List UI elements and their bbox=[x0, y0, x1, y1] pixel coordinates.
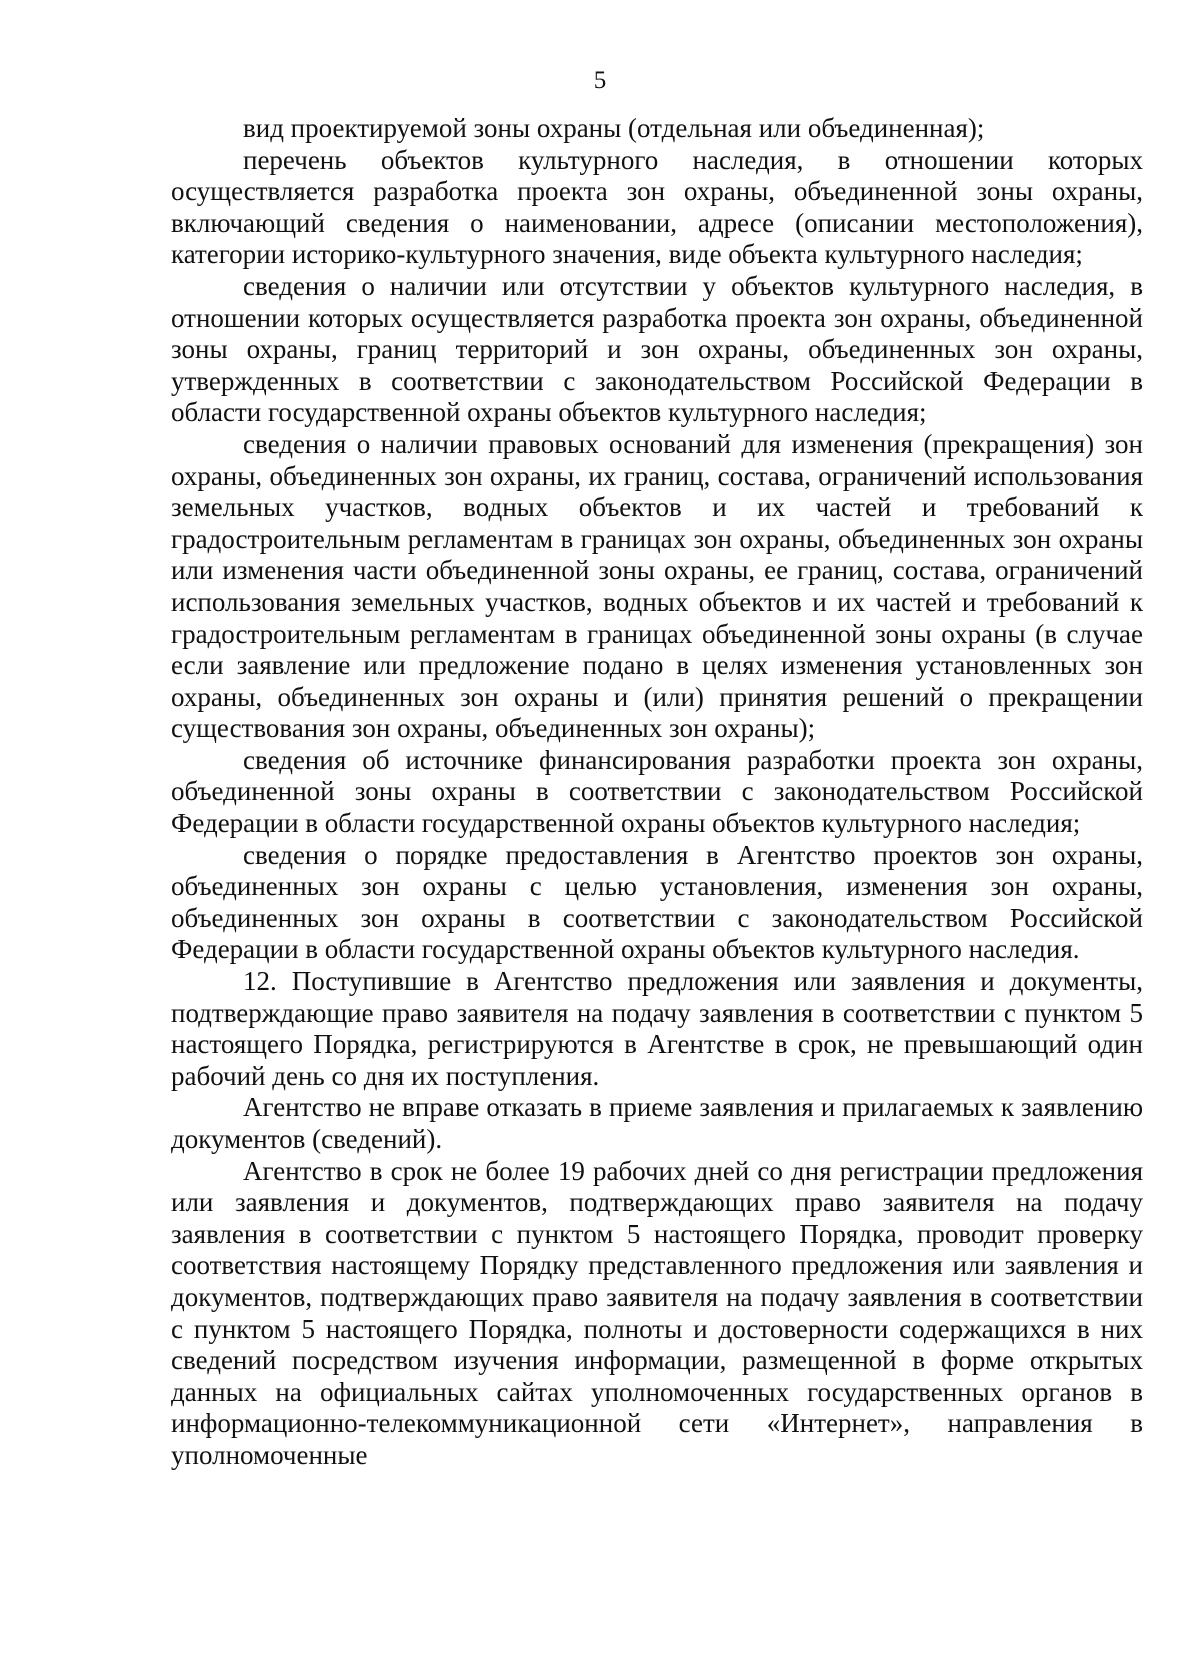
paragraph-funding-source: сведения об источнике финансирования разработки проекта зон охраны, объединенной зоны охраны в соответствии с законодательством Российской Федерации в области государственной охраны объектов культурного наследия; bbox=[171, 744, 1143, 839]
paragraph-heritage-list: перечень объектов культурного наследия, в отношении которых осуществляется разработка проекта зон охраны, объединенной зоны охраны, включающий сведения о наименовании, адресе (описании местоположения), категории историко-культурного значения, виде объекта культурного наследия; bbox=[171, 144, 1143, 270]
paragraph-verification: Агентство в срок не более 19 рабочих дней со дня регистрации предложения или заявления и документов, подтверждающих право заявителя на подачу заявления в соответствии с пунктом 5 настоящего Порядка, проводит проверку соответствия настоящему Порядку представленного предложения или заявления и документов, подтверждающих право заявителя на подачу заявления в соответствии с пунктом 5 настоящего Порядка, полноты и достоверности содержащихся в них сведений посредством изучения информации, размещенной в форме открытых данных на официальных сайтах уполномоченных государственных органов в информационно-телекоммуникационной сети «Интернет», направления в уполномоченные bbox=[171, 1155, 1143, 1470]
page-number: 5 bbox=[593, 67, 607, 94]
paragraph-legal-grounds: сведения о наличии правовых оснований для изменения (прекращения) зон охраны, объединенных зон охраны, их границ, состава, ограничений использования земельных участков, водных объектов и их частей и требований к градостроительным регламентам в границах зон охраны, объединенных зон охраны или изменения части объединенной зоны охраны, ее границ, состава, ограничений использования земельных участков, водных объектов и их частей и требований к градостроительным регламентам в границах объединенной зоны охраны (в случае если заявление или предложение подано в целях изменения установленных зон охраны, объединенных зон охраны и (или) принятия решений о прекращении существования зон охраны, объединенных зон охраны); bbox=[171, 428, 1143, 744]
paragraph-zone-type: вид проектируемой зоны охраны (отдельная или объединенная); bbox=[243, 113, 985, 143]
paragraph-no-refusal: Агентство не вправе отказать в приеме заявления и прилагаемых к заявлению документов (сведений). bbox=[171, 1092, 1143, 1154]
paragraph-submission-procedure: сведения о порядке предоставления в Агентство проектов зон охраны, объединенных зон охраны с целью установления, изменения зон охраны, объединенных зон охраны в соответствии с законодательством Российской Федерации в области государственной охраны объектов культурного наследия. bbox=[171, 839, 1143, 965]
paragraph-item-12-registration: 12. Поступившие в Агентство предложения или заявления и документы, подтверждающие право заявителя на подачу заявления в соответствии с пунктом 5 настоящего Порядка, регистрируются в Агентстве в срок, не превышающий один рабочий день со дня их поступления. bbox=[171, 966, 1143, 1091]
paragraph-approved-zones: сведения о наличии или отсутствии у объектов культурного наследия, в отношении которых осуществляется разработка проекта зон охраны, объединенной зоны охраны, границ территорий и зон охраны, объединенных зон охраны, утвержденных в соответствии с законодательством Российской Федерации в области государственной охраны объектов культурного наследия; bbox=[171, 270, 1143, 428]
document-body bbox=[171, 113, 1143, 1472]
